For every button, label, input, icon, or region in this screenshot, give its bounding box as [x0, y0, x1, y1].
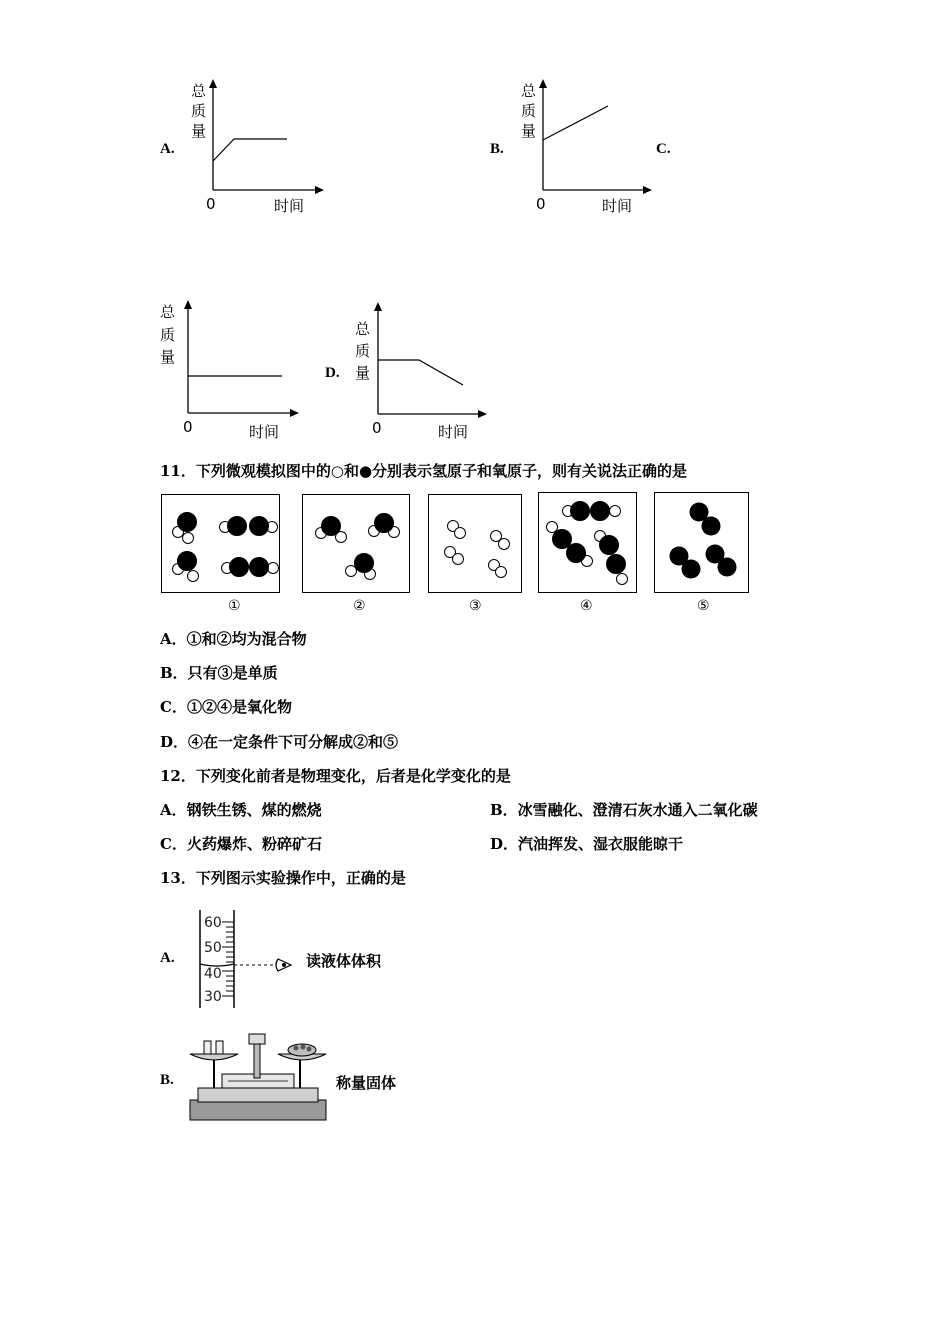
graph-d-origin: 0	[372, 419, 382, 437]
box-label-4: ④	[580, 598, 593, 614]
graph-a-origin: 0	[206, 195, 216, 213]
graph-a	[180, 75, 330, 220]
option-d-label: D.	[325, 365, 340, 381]
graph-d-ylabel-3: 量	[355, 364, 371, 382]
molecule-box-1	[161, 494, 280, 593]
balance-scale-figure	[188, 1030, 328, 1122]
q12-option-c[interactable]: C．火药爆炸、粉碎矿石	[160, 835, 322, 853]
q11-option-b[interactable]: B．只有③是单质	[160, 664, 278, 682]
graph-c-xlabel: 时间	[249, 423, 280, 441]
q11-stem: 11．下列微观模拟图中的○和●分别表示氢原子和氧原子，则有关说法正确的是	[160, 462, 688, 480]
box-label-2: ②	[353, 598, 366, 614]
graph-c-ylabel-3: 量	[160, 348, 176, 366]
molecule-box-2	[302, 494, 410, 593]
graph-a-ylabel-1: 总	[191, 82, 207, 100]
q13-option-b-label: B.	[160, 1072, 174, 1088]
q11-option-d[interactable]: D．④在一定条件下可分解成②和⑤	[160, 733, 399, 751]
molecule-box-4	[538, 492, 637, 593]
graph-b-curve	[543, 106, 608, 140]
graph-d-ylabel-2: 质	[355, 342, 371, 360]
molecule-box-5	[654, 492, 749, 593]
graph-b-ylabel-1: 总	[521, 82, 537, 100]
graph-c-origin: 0	[183, 418, 193, 436]
q11-option-c[interactable]: C．①②④是氧化物	[160, 698, 292, 716]
tick-label-50: 50	[204, 940, 222, 956]
option-c-label: C.	[656, 141, 671, 157]
q13-stem: 13．下列图示实验操作中，正确的是	[160, 869, 406, 887]
graph-a-ylabel-3: 量	[191, 122, 207, 140]
graph-a-curve	[213, 139, 287, 161]
graph-b-ylabel-3: 量	[521, 122, 537, 140]
q12-option-a[interactable]: A．钢铁生锈、煤的燃烧	[160, 801, 322, 819]
graph-b-xlabel: 时间	[602, 197, 633, 215]
tick-label-30: 30	[204, 989, 222, 1005]
q13-option-b-caption: 称量固体	[336, 1074, 397, 1092]
box-label-5: ⑤	[697, 598, 710, 614]
box-label-3: ③	[469, 598, 482, 614]
q11-option-a[interactable]: A．①和②均为混合物	[160, 630, 307, 648]
tick-label-60: 60	[204, 915, 222, 931]
option-b-label: B.	[490, 141, 504, 157]
graph-b-origin: 0	[536, 195, 546, 213]
box-label-1: ①	[228, 598, 241, 614]
graph-b	[510, 75, 660, 220]
q12-option-d[interactable]: D．汽油挥发、湿衣服能晾干	[490, 835, 684, 853]
option-a-label: A.	[160, 141, 175, 157]
graph-a-ylabel-2: 质	[191, 102, 207, 120]
graph-d-xlabel: 时间	[438, 423, 469, 441]
graph-b-ylabel-2: 质	[521, 102, 537, 120]
molecule-box-3	[428, 494, 522, 593]
graph-d	[345, 296, 495, 444]
q12-stem: 12．下列变化前者是物理变化，后者是化学变化的是	[160, 767, 511, 785]
q13-option-a-caption: 读液体体积	[306, 952, 382, 970]
graph-d-curve	[378, 360, 463, 385]
q13-option-a-label: A.	[160, 950, 175, 966]
tick-label-40: 40	[204, 966, 222, 982]
graph-c-ylabel-2: 质	[160, 326, 176, 344]
graph-a-xlabel: 时间	[274, 197, 305, 215]
graph-c-ylabel-1: 总	[160, 303, 176, 321]
q12-option-b[interactable]: B．冰雪融化、澄清石灰水通入二氧化碳	[490, 801, 758, 819]
graph-c	[155, 296, 305, 444]
graph-d-ylabel-1: 总	[355, 320, 371, 338]
graduated-cylinder-figure	[192, 908, 302, 1010]
